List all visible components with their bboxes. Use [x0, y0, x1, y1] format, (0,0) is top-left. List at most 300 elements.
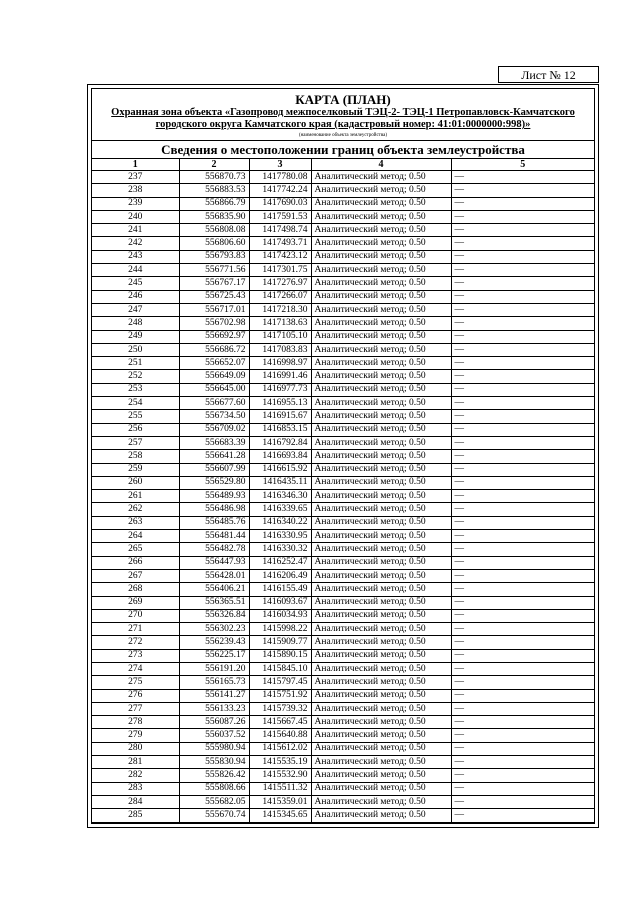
table-row: [92, 343, 594, 356]
coordinate-y: 1416346.30: [249, 490, 311, 503]
description-dash: —: [451, 782, 594, 795]
coordinate-y: 1417266.07: [249, 290, 311, 303]
coordinate-y: 1416252.47: [249, 556, 311, 569]
description-dash: —: [451, 742, 594, 755]
point-number: 253: [92, 383, 179, 396]
point-number: 268: [92, 583, 179, 596]
coordinate-y: 1416998.97: [249, 357, 311, 370]
table-row: [92, 357, 594, 370]
determination-method: Аналитический метод; 0.50: [311, 649, 451, 662]
column-header: 3: [249, 159, 311, 171]
description-dash: —: [451, 530, 594, 543]
coordinate-y: 1416977.73: [249, 383, 311, 396]
description-dash: —: [451, 609, 594, 622]
determination-method: Аналитический метод; 0.50: [311, 729, 451, 742]
coordinate-x: 556191.20: [179, 662, 249, 675]
point-number: 246: [92, 290, 179, 303]
description-dash: —: [451, 623, 594, 636]
page-title: КАРТА (ПЛАН): [295, 92, 391, 107]
description-dash: —: [451, 516, 594, 529]
point-number: 265: [92, 543, 179, 556]
description-dash: —: [451, 436, 594, 449]
coordinate-x: 556702.98: [179, 317, 249, 330]
coordinate-x: 556734.50: [179, 410, 249, 423]
table-row: [92, 649, 594, 662]
table-row: [92, 596, 594, 609]
point-number: 247: [92, 303, 179, 316]
description-dash: —: [451, 476, 594, 489]
determination-method: Аналитический метод; 0.50: [311, 769, 451, 782]
description-dash: —: [451, 290, 594, 303]
coordinates-table: [92, 159, 594, 823]
determination-method: Аналитический метод; 0.50: [311, 503, 451, 516]
table-row: [92, 795, 594, 808]
point-number: 250: [92, 343, 179, 356]
point-number: 282: [92, 769, 179, 782]
point-number: 238: [92, 184, 179, 197]
coordinate-x: 556607.99: [179, 463, 249, 476]
object-name: Охранная зона объекта «Газопровод межпоселковый ТЭЦ-2- ТЭЦ-1 Петропавловск-Камчатского городского округа Камчатского края (кадастровый номер: 41:01:0000000:998)»: [111, 107, 575, 130]
determination-method: Аналитический метод; 0.50: [311, 436, 451, 449]
coordinate-y: 1416339.65: [249, 503, 311, 516]
coordinate-y: 1415998.22: [249, 623, 311, 636]
table-row: [92, 476, 594, 489]
coordinate-y: 1417742.24: [249, 184, 311, 197]
description-dash: —: [451, 224, 594, 237]
description-dash: —: [451, 277, 594, 290]
determination-method: Аналитический метод; 0.50: [311, 662, 451, 675]
coordinate-y: 1415612.02: [249, 742, 311, 755]
column-header: 1: [92, 159, 179, 171]
table-row: [92, 423, 594, 436]
description-dash: —: [451, 423, 594, 436]
table-row: [92, 370, 594, 383]
description-dash: —: [451, 809, 594, 822]
description-dash: —: [451, 250, 594, 263]
coordinate-x: 556225.17: [179, 649, 249, 662]
table-row: [92, 264, 594, 277]
description-dash: —: [451, 795, 594, 808]
coordinate-x: 556447.93: [179, 556, 249, 569]
table-row: [92, 397, 594, 410]
point-number: 252: [92, 370, 179, 383]
determination-method: Аналитический метод; 0.50: [311, 303, 451, 316]
point-number: 270: [92, 609, 179, 622]
table-row: [92, 782, 594, 795]
table-row: [92, 583, 594, 596]
coordinate-y: 1416991.46: [249, 370, 311, 383]
coordinate-y: 1416330.32: [249, 543, 311, 556]
table-row: [92, 756, 594, 769]
coordinate-y: 1417218.30: [249, 303, 311, 316]
coordinate-y: 1415535.19: [249, 756, 311, 769]
coordinate-y: 1416435.11: [249, 476, 311, 489]
point-number: 264: [92, 530, 179, 543]
coordinate-y: 1417423.12: [249, 250, 311, 263]
coordinate-y: 1417138.63: [249, 317, 311, 330]
coordinate-y: 1415751.92: [249, 689, 311, 702]
determination-method: Аналитический метод; 0.50: [311, 516, 451, 529]
description-dash: —: [451, 689, 594, 702]
determination-method: Аналитический метод; 0.50: [311, 277, 451, 290]
description-dash: —: [451, 397, 594, 410]
determination-method: Аналитический метод; 0.50: [311, 171, 451, 184]
object-name-caption: (наименование объекта землеустройства): [298, 133, 388, 138]
description-dash: —: [451, 410, 594, 423]
coordinate-y: 1415345.65: [249, 809, 311, 822]
coordinate-y: 1415890.15: [249, 649, 311, 662]
coordinate-x: 556529.80: [179, 476, 249, 489]
determination-method: Аналитический метод; 0.50: [311, 357, 451, 370]
description-dash: —: [451, 317, 594, 330]
determination-method: Аналитический метод; 0.50: [311, 676, 451, 689]
coordinate-x: 556428.01: [179, 569, 249, 582]
point-number: 239: [92, 197, 179, 210]
document-inner-frame: [91, 88, 595, 824]
description-dash: —: [451, 702, 594, 715]
coordinate-x: 556677.60: [179, 397, 249, 410]
point-number: 267: [92, 569, 179, 582]
determination-method: Аналитический метод; 0.50: [311, 210, 451, 223]
table-row: [92, 769, 594, 782]
point-number: 269: [92, 596, 179, 609]
coordinate-x: 556365.51: [179, 596, 249, 609]
coordinate-y: 1416915.67: [249, 410, 311, 423]
coordinate-x: 556165.73: [179, 676, 249, 689]
coordinate-y: 1416615.92: [249, 463, 311, 476]
table-row: [92, 410, 594, 423]
point-number: 281: [92, 756, 179, 769]
point-number: 243: [92, 250, 179, 263]
coordinate-x: 556302.23: [179, 623, 249, 636]
table-header-row: [92, 159, 594, 171]
point-number: 280: [92, 742, 179, 755]
point-number: 255: [92, 410, 179, 423]
determination-method: Аналитический метод; 0.50: [311, 264, 451, 277]
determination-method: Аналитический метод; 0.50: [311, 370, 451, 383]
table-row: [92, 197, 594, 210]
point-number: 240: [92, 210, 179, 223]
determination-method: Аналитический метод; 0.50: [311, 410, 451, 423]
coordinate-y: 1417690.03: [249, 197, 311, 210]
determination-method: Аналитический метод; 0.50: [311, 290, 451, 303]
point-number: 276: [92, 689, 179, 702]
table-row: [92, 809, 594, 822]
description-dash: —: [451, 450, 594, 463]
point-number: 237: [92, 171, 179, 184]
determination-method: Аналитический метод; 0.50: [311, 450, 451, 463]
coordinate-y: 1417498.74: [249, 224, 311, 237]
coordinate-x: 556486.98: [179, 503, 249, 516]
description-dash: —: [451, 210, 594, 223]
point-number: 254: [92, 397, 179, 410]
description-dash: —: [451, 264, 594, 277]
coordinate-x: 556485.76: [179, 516, 249, 529]
table-row: [92, 662, 594, 675]
point-number: 248: [92, 317, 179, 330]
coordinate-y: 1416693.84: [249, 450, 311, 463]
table-row: [92, 623, 594, 636]
point-number: 285: [92, 809, 179, 822]
description-dash: —: [451, 330, 594, 343]
table-row: [92, 184, 594, 197]
coordinate-x: 556087.26: [179, 716, 249, 729]
section-title: Сведения о местоположении границ объекта землеустройства: [92, 141, 594, 159]
point-number: 257: [92, 436, 179, 449]
description-dash: —: [451, 343, 594, 356]
coordinate-y: 1416155.49: [249, 583, 311, 596]
table-row: [92, 569, 594, 582]
coordinate-x: 556489.93: [179, 490, 249, 503]
description-dash: —: [451, 596, 594, 609]
table-row: [92, 303, 594, 316]
coordinate-y: 1417083.83: [249, 343, 311, 356]
determination-method: Аналитический метод; 0.50: [311, 250, 451, 263]
determination-method: Аналитический метод; 0.50: [311, 702, 451, 715]
column-header: 4: [311, 159, 451, 171]
table-row: [92, 676, 594, 689]
description-dash: —: [451, 184, 594, 197]
coordinate-y: 1417493.71: [249, 237, 311, 250]
description-dash: —: [451, 171, 594, 184]
coordinate-y: 1415909.77: [249, 636, 311, 649]
document-header: [92, 92, 594, 141]
coordinate-x: 556652.07: [179, 357, 249, 370]
point-number: 245: [92, 277, 179, 290]
determination-method: Аналитический метод; 0.50: [311, 530, 451, 543]
table-row: [92, 543, 594, 556]
coordinate-x: 556686.72: [179, 343, 249, 356]
coordinate-x: 556866.79: [179, 197, 249, 210]
determination-method: Аналитический метод; 0.50: [311, 782, 451, 795]
coordinate-x: 555808.66: [179, 782, 249, 795]
description-dash: —: [451, 583, 594, 596]
point-number: 256: [92, 423, 179, 436]
table-row: [92, 742, 594, 755]
table-row: [92, 490, 594, 503]
coordinate-x: 556806.60: [179, 237, 249, 250]
coordinate-y: 1415739.32: [249, 702, 311, 715]
coordinate-x: 555670.74: [179, 809, 249, 822]
coordinate-y: 1415845.10: [249, 662, 311, 675]
description-dash: —: [451, 649, 594, 662]
determination-method: Аналитический метод; 0.50: [311, 809, 451, 822]
sheet-number: Лист № 12: [498, 66, 599, 83]
description-dash: —: [451, 370, 594, 383]
determination-method: Аналитический метод; 0.50: [311, 317, 451, 330]
point-number: 251: [92, 357, 179, 370]
coordinate-y: 1417301.75: [249, 264, 311, 277]
coordinate-y: 1415532.90: [249, 769, 311, 782]
point-number: 242: [92, 237, 179, 250]
coordinate-x: 556808.08: [179, 224, 249, 237]
coordinate-x: 556767.17: [179, 277, 249, 290]
coordinate-x: 556771.56: [179, 264, 249, 277]
table-row: [92, 530, 594, 543]
determination-method: Аналитический метод; 0.50: [311, 197, 451, 210]
point-number: 259: [92, 463, 179, 476]
point-number: 258: [92, 450, 179, 463]
point-number: 262: [92, 503, 179, 516]
column-header: 2: [179, 159, 249, 171]
table-row: [92, 224, 594, 237]
table-row: [92, 290, 594, 303]
coordinate-y: 1417780.08: [249, 171, 311, 184]
table-row: [92, 171, 594, 184]
description-dash: —: [451, 636, 594, 649]
description-dash: —: [451, 756, 594, 769]
coordinate-y: 1416792.84: [249, 436, 311, 449]
coordinate-y: 1416853.15: [249, 423, 311, 436]
coordinate-x: 556481.44: [179, 530, 249, 543]
determination-method: Аналитический метод; 0.50: [311, 237, 451, 250]
coordinate-x: 556870.73: [179, 171, 249, 184]
table-row: [92, 237, 594, 250]
coordinate-x: 556835.90: [179, 210, 249, 223]
coordinate-y: 1417591.53: [249, 210, 311, 223]
point-number: 279: [92, 729, 179, 742]
coordinate-x: 556141.27: [179, 689, 249, 702]
determination-method: Аналитический метод; 0.50: [311, 397, 451, 410]
table-row: [92, 702, 594, 715]
point-number: 272: [92, 636, 179, 649]
coordinate-y: 1416034.93: [249, 609, 311, 622]
point-number: 261: [92, 490, 179, 503]
coordinate-y: 1415511.32: [249, 782, 311, 795]
determination-method: Аналитический метод; 0.50: [311, 490, 451, 503]
coordinate-y: 1416206.49: [249, 569, 311, 582]
document-frame: [87, 84, 599, 828]
coordinate-x: 556717.01: [179, 303, 249, 316]
determination-method: Аналитический метод; 0.50: [311, 756, 451, 769]
coordinate-x: 556793.83: [179, 250, 249, 263]
determination-method: Аналитический метод; 0.50: [311, 463, 451, 476]
determination-method: Аналитический метод; 0.50: [311, 795, 451, 808]
point-number: 283: [92, 782, 179, 795]
coordinate-x: 555830.94: [179, 756, 249, 769]
point-number: 266: [92, 556, 179, 569]
determination-method: Аналитический метод; 0.50: [311, 543, 451, 556]
table-row: [92, 556, 594, 569]
description-dash: —: [451, 769, 594, 782]
table-row: [92, 330, 594, 343]
coordinate-x: 556645.00: [179, 383, 249, 396]
coordinate-y: 1415640.88: [249, 729, 311, 742]
determination-method: Аналитический метод; 0.50: [311, 224, 451, 237]
point-number: 260: [92, 476, 179, 489]
coordinate-x: 556683.39: [179, 436, 249, 449]
determination-method: Аналитический метод; 0.50: [311, 569, 451, 582]
description-dash: —: [451, 543, 594, 556]
table-row: [92, 516, 594, 529]
point-number: 271: [92, 623, 179, 636]
table-row: [92, 250, 594, 263]
coordinate-y: 1416093.67: [249, 596, 311, 609]
description-dash: —: [451, 197, 594, 210]
table-row: [92, 689, 594, 702]
determination-method: Аналитический метод; 0.50: [311, 330, 451, 343]
description-dash: —: [451, 303, 594, 316]
coordinate-x: 556326.84: [179, 609, 249, 622]
coordinate-x: 556725.43: [179, 290, 249, 303]
determination-method: Аналитический метод; 0.50: [311, 689, 451, 702]
point-number: 273: [92, 649, 179, 662]
table-row: [92, 716, 594, 729]
determination-method: Аналитический метод; 0.50: [311, 716, 451, 729]
coordinate-y: 1417105.10: [249, 330, 311, 343]
determination-method: Аналитический метод; 0.50: [311, 184, 451, 197]
coordinate-x: 556133.23: [179, 702, 249, 715]
coordinate-x: 555980.94: [179, 742, 249, 755]
coordinate-x: 556406.21: [179, 583, 249, 596]
table-row: [92, 317, 594, 330]
coordinate-x: 555826.42: [179, 769, 249, 782]
point-number: 275: [92, 676, 179, 689]
point-number: 244: [92, 264, 179, 277]
coordinate-x: 556709.02: [179, 423, 249, 436]
table-row: [92, 503, 594, 516]
table-row: [92, 450, 594, 463]
description-dash: —: [451, 383, 594, 396]
table-row: [92, 383, 594, 396]
description-dash: —: [451, 569, 594, 582]
table-row: [92, 636, 594, 649]
table-row: [92, 436, 594, 449]
point-number: 277: [92, 702, 179, 715]
coordinate-y: 1415667.45: [249, 716, 311, 729]
determination-method: Аналитический метод; 0.50: [311, 742, 451, 755]
determination-method: Аналитический метод; 0.50: [311, 583, 451, 596]
coordinate-x: 556037.52: [179, 729, 249, 742]
determination-method: Аналитический метод; 0.50: [311, 343, 451, 356]
description-dash: —: [451, 237, 594, 250]
description-dash: —: [451, 463, 594, 476]
coordinate-y: 1415797.45: [249, 676, 311, 689]
determination-method: Аналитический метод; 0.50: [311, 383, 451, 396]
table-row: [92, 277, 594, 290]
coordinate-x: 556692.97: [179, 330, 249, 343]
determination-method: Аналитический метод; 0.50: [311, 609, 451, 622]
table-row: [92, 609, 594, 622]
point-number: 278: [92, 716, 179, 729]
column-header: 5: [451, 159, 594, 171]
coordinate-x: 556649.09: [179, 370, 249, 383]
description-dash: —: [451, 490, 594, 503]
coordinate-x: 556482.78: [179, 543, 249, 556]
description-dash: —: [451, 503, 594, 516]
table-row: [92, 729, 594, 742]
coordinate-y: 1415359.01: [249, 795, 311, 808]
coordinate-x: 556641.28: [179, 450, 249, 463]
determination-method: Аналитический метод; 0.50: [311, 476, 451, 489]
description-dash: —: [451, 357, 594, 370]
point-number: 284: [92, 795, 179, 808]
description-dash: —: [451, 662, 594, 675]
description-dash: —: [451, 729, 594, 742]
determination-method: Аналитический метод; 0.50: [311, 596, 451, 609]
coordinate-x: 556239.43: [179, 636, 249, 649]
determination-method: Аналитический метод; 0.50: [311, 423, 451, 436]
coordinate-x: 555682.05: [179, 795, 249, 808]
table-row: [92, 210, 594, 223]
table-body: [92, 171, 594, 823]
coordinate-y: 1416340.22: [249, 516, 311, 529]
description-dash: —: [451, 716, 594, 729]
determination-method: Аналитический метод; 0.50: [311, 556, 451, 569]
determination-method: Аналитический метод; 0.50: [311, 623, 451, 636]
description-dash: —: [451, 676, 594, 689]
point-number: 263: [92, 516, 179, 529]
